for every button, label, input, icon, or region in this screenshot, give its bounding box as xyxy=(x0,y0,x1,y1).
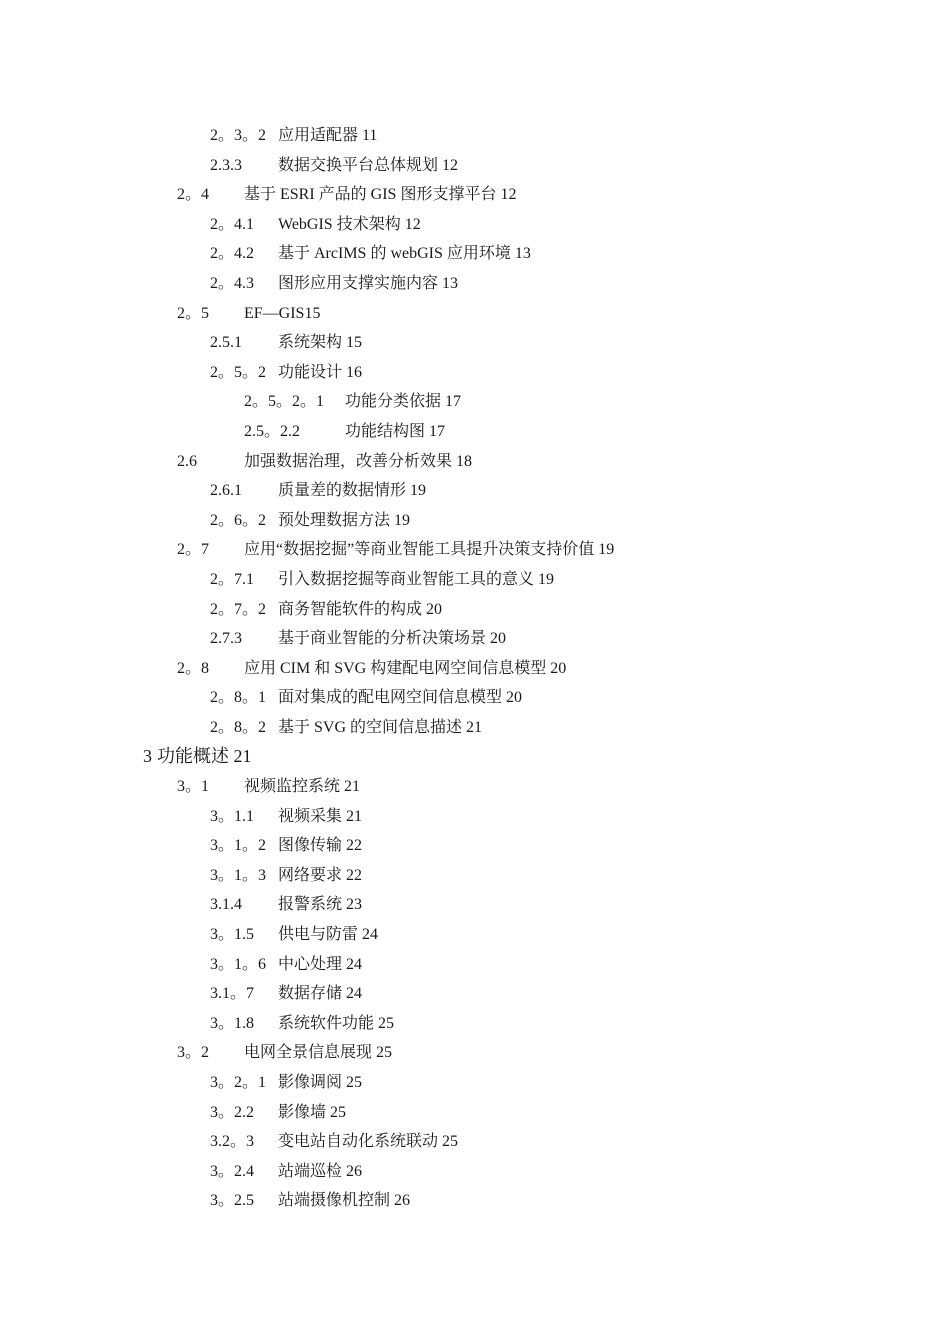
toc-entry xyxy=(0,1157,950,1187)
toc-entry-number: 2。5 xyxy=(177,304,210,322)
toc-entry-title: EF—GIS15 xyxy=(244,304,321,322)
toc-entry-number: 3。1.1 xyxy=(210,807,255,825)
toc-entry xyxy=(0,654,950,684)
toc-entry xyxy=(0,565,950,595)
toc-entry-title: 引入数据挖掘等商业智能工具的意义 19 xyxy=(278,570,555,588)
toc-entry-number: 2。3。2 xyxy=(210,127,267,144)
toc-entry-title: 图像传输 22 xyxy=(278,837,363,855)
toc-entry-title: 基于 ESRI 产品的 GIS 图形支撑平台 12 xyxy=(244,186,517,204)
toc-entry xyxy=(0,772,950,802)
toc-entry xyxy=(0,210,950,240)
toc-entry-title: 预处理数据方法 19 xyxy=(278,511,411,529)
toc-entry-title: 站端摄像机控制 26 xyxy=(278,1192,411,1210)
toc-entry xyxy=(0,1068,950,1098)
toc-entry-title: 应用适配器 11 xyxy=(278,127,378,144)
toc-entry-number: 2。4.3 xyxy=(210,274,255,292)
toc-entry-number: 3.1。7 xyxy=(210,985,255,1003)
toc-entry-title: 应用“数据挖掘”等商业智能工具提升决策支持价值 19 xyxy=(244,541,615,559)
toc-entry-title: WebGIS 技术架构 12 xyxy=(278,215,421,233)
toc-entry-number: 2。7.1 xyxy=(210,570,255,588)
toc-entry-number: 2。8 xyxy=(177,659,210,677)
toc-entry-title: 视频监控系统 21 xyxy=(244,778,361,796)
toc-entry xyxy=(0,476,950,506)
toc-entry-title: 图形应用支撑实施内容 13 xyxy=(278,274,459,292)
toc-entry xyxy=(0,121,950,151)
toc-entry xyxy=(0,861,950,891)
toc-entry xyxy=(0,151,950,181)
toc-entry-title: 视频采集 21 xyxy=(278,807,363,825)
toc-entry-title: 基于 SVG 的空间信息描述 21 xyxy=(278,718,483,736)
toc-entry-title: 基于 ArcIMS 的 webGIS 应用环境 13 xyxy=(278,245,531,263)
toc-entry-number: 2。4.1 xyxy=(210,215,255,233)
toc-entry-number: 3。2.5 xyxy=(210,1192,255,1210)
toc-entry xyxy=(0,1038,950,1068)
toc-entry-number: 2.6 xyxy=(177,452,197,470)
toc-entry-number: 3。2.4 xyxy=(210,1162,255,1180)
toc-entry-number: 3。1 xyxy=(177,778,210,796)
toc-entry xyxy=(0,1098,950,1128)
toc-entry-title: 数据存储 24 xyxy=(278,985,363,1003)
toc-entry xyxy=(0,269,950,299)
toc-entry xyxy=(0,387,950,417)
toc-entry xyxy=(0,180,950,210)
toc-entry-title: 功能结构图 17 xyxy=(345,422,446,440)
toc-entry xyxy=(0,239,950,269)
toc-entry-title: 功能设计 16 xyxy=(278,363,363,381)
toc-entry xyxy=(0,447,950,477)
toc-entry-number: 3 xyxy=(143,746,152,767)
toc-entry xyxy=(0,979,950,1009)
toc-entry-number: 2.7.3 xyxy=(210,630,242,648)
toc-entry-number: 3。1。3 xyxy=(210,866,267,884)
toc-entry-title: 应用 CIM 和 SVG 构建配电网空间信息模型 20 xyxy=(244,659,567,677)
table-of-contents xyxy=(0,121,950,1216)
toc-entry-number: 2.6.1 xyxy=(210,482,242,500)
toc-entry-number: 2。5。2。1 xyxy=(244,393,325,411)
toc-entry xyxy=(0,358,950,388)
toc-entry-number: 3.1.4 xyxy=(210,896,242,914)
toc-entry xyxy=(0,802,950,832)
toc-entry-title: 变电站自动化系统联动 25 xyxy=(278,1133,459,1151)
toc-entry-number: 3。2.2 xyxy=(210,1103,255,1121)
toc-entry-number: 3.2。3 xyxy=(210,1133,255,1151)
toc-entry-title: 站端巡检 26 xyxy=(278,1162,363,1180)
toc-entry-title: 功能概述 21 xyxy=(157,746,252,767)
toc-entry-title: 网络要求 22 xyxy=(278,866,363,884)
toc-entry-title: 商务智能软件的构成 20 xyxy=(278,600,443,618)
toc-entry xyxy=(0,1127,950,1157)
toc-entry-number: 2.5.1 xyxy=(210,334,242,352)
toc-entry xyxy=(0,683,950,713)
toc-entry xyxy=(0,890,950,920)
toc-entry xyxy=(0,535,950,565)
toc-entry xyxy=(0,742,950,772)
toc-entry-title: 影像墙 25 xyxy=(278,1103,347,1121)
toc-entry-title: 加强数据治理，改善分析效果 18 xyxy=(244,452,473,470)
toc-entry-title: 中心处理 24 xyxy=(278,955,363,973)
toc-entry xyxy=(0,713,950,743)
toc-entry-number: 3。1.8 xyxy=(210,1014,255,1032)
toc-entry-title: 供电与防雷 24 xyxy=(278,926,379,944)
toc-entry-number: 2。8。1 xyxy=(210,689,267,707)
toc-entry-number: 2。7。2 xyxy=(210,600,267,618)
toc-entry-title: 系统架构 15 xyxy=(278,334,363,352)
toc-entry-number: 3。1.5 xyxy=(210,926,255,944)
toc-entry-number: 2.3.3 xyxy=(210,156,242,174)
toc-entry xyxy=(0,506,950,536)
toc-entry-number: 3。2 xyxy=(177,1044,210,1062)
toc-entry xyxy=(0,831,950,861)
toc-entry-title: 电网全景信息展现 25 xyxy=(244,1044,393,1062)
toc-entry-number: 2。8。2 xyxy=(210,718,267,736)
toc-entry-title: 基于商业智能的分析决策场景 20 xyxy=(278,630,507,648)
toc-entry-number: 3。1。6 xyxy=(210,955,267,973)
toc-entry-number: 2。5。2 xyxy=(210,363,267,381)
toc-entry xyxy=(0,1186,950,1216)
toc-entry xyxy=(0,328,950,358)
toc-entry-title: 质量差的数据情形 19 xyxy=(278,482,427,500)
toc-entry xyxy=(0,950,950,980)
toc-entry-title: 数据交换平台总体规划 12 xyxy=(278,156,459,174)
toc-entry-title: 面对集成的配电网空间信息模型 20 xyxy=(278,689,523,707)
toc-entry-number: 3。1。2 xyxy=(210,837,267,855)
toc-entry-title: 影像调阅 25 xyxy=(278,1074,363,1091)
toc-entry-title: 功能分类依据 17 xyxy=(345,393,462,411)
toc-entry xyxy=(0,595,950,625)
toc-entry-number: 2。4.2 xyxy=(210,245,255,263)
toc-entry-number: 2。4 xyxy=(177,186,210,204)
toc-entry-title: 报警系统 23 xyxy=(278,896,363,914)
toc-entry xyxy=(0,417,950,447)
toc-entry-number: 3。2。1 xyxy=(210,1074,267,1091)
toc-entry-title: 系统软件功能 25 xyxy=(278,1014,395,1032)
toc-entry-number: 2。6。2 xyxy=(210,511,267,529)
toc-entry xyxy=(0,299,950,329)
toc-entry-number: 2.5。2.2 xyxy=(244,422,301,440)
toc-entry-number: 2。7 xyxy=(177,541,210,559)
toc-entry xyxy=(0,920,950,950)
toc-entry xyxy=(0,624,950,654)
toc-entry xyxy=(0,1009,950,1039)
